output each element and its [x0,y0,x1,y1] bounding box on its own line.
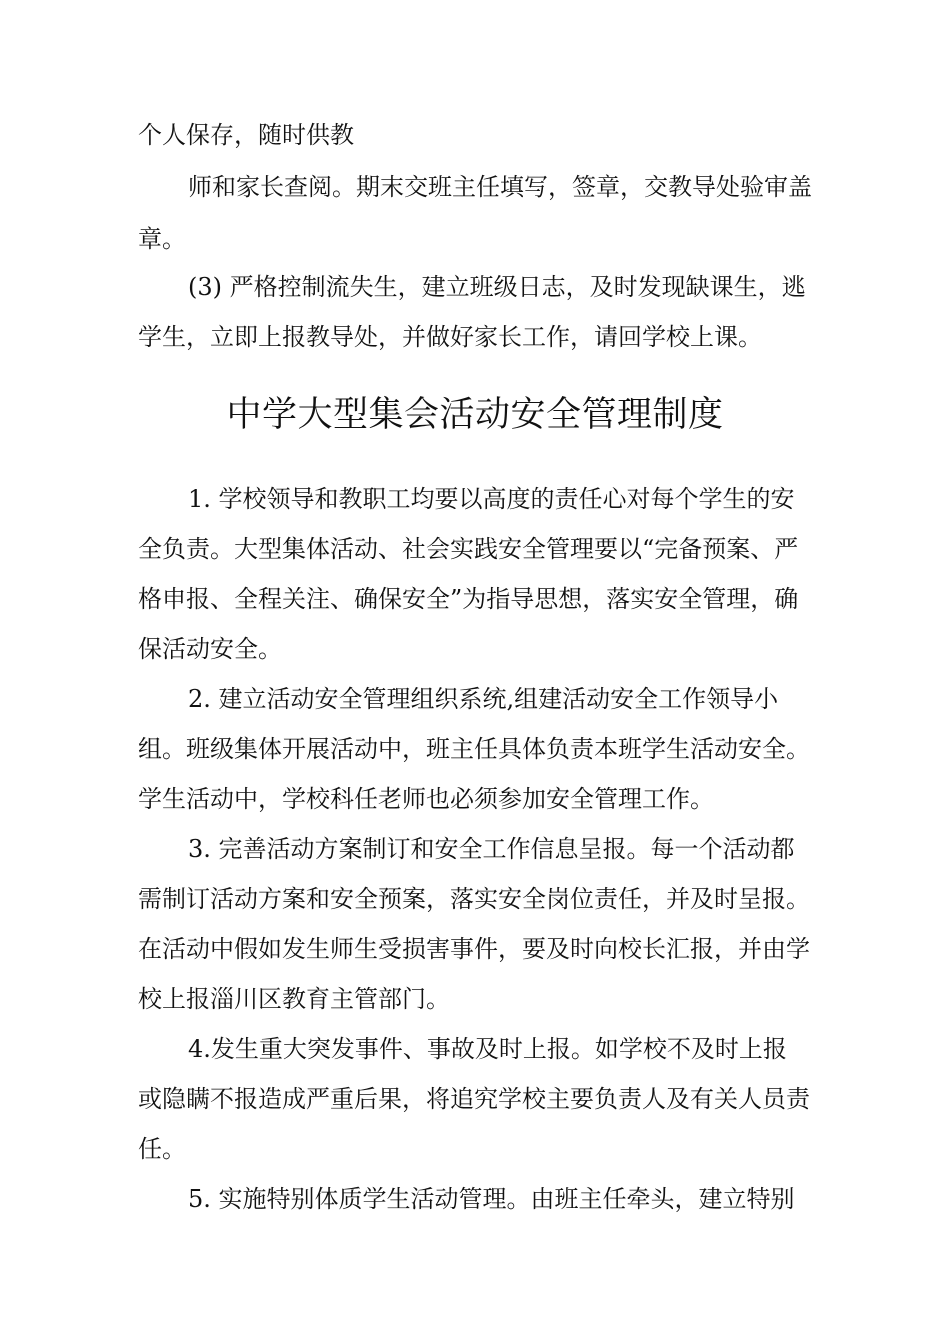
intro-line-2: 师和家长查阅。期末交班主任填写，签章，交教导处验审盖 [188,173,812,201]
item-1-line-4: 保活动安全。 [138,635,282,663]
item-3-line-2: 需制订活动方案和安全预案，落实安全岗位责任，并及时呈报。 [138,885,810,913]
item-2-line-3: 学生活动中，学校科任老师也必须参加安全管理工作。 [138,785,714,813]
item-3-line-4: 校上报淄川区教育主管部门。 [138,985,450,1013]
item-4-line-3: 任。 [138,1135,186,1163]
item-3-line-1: 3. 完善活动方案制订和安全工作信息呈报。每一个活动都 [188,835,795,863]
intro-line-4: (3) 严格控制流失生，建立班级日志，及时发现缺课生，逃 [188,273,806,301]
item-1-line-3: 格申报、全程关注、确保安全”为指导思想，落实安全管理，确 [138,585,799,613]
item-2-line-2: 组。班级集体开展活动中，班主任具体负责本班学生活动安全。 [138,735,810,763]
item-1-line-2: 全负责。大型集体活动、社会实践安全管理要以“完备预案、严 [138,535,799,563]
intro-line-1: 个人保存，随时供教 [138,121,354,149]
item-4-line-1: 4.发生重大突发事件、事故及时上报。如学校不及时上报 [188,1035,787,1063]
intro-line-5: 学生，立即上报教导处，并做好家长工作，请回学校上课。 [138,323,762,351]
item-5-line-1: 5. 实施特别体质学生活动管理。由班主任牵头，建立特别 [188,1185,795,1213]
page-title: 中学大型集会活动安全管理制度 [226,395,724,435]
item-2-line-1: 2. 建立活动安全管理组织系统,组建活动安全工作领导小 [188,685,779,713]
intro-line-3: 章。 [138,225,186,253]
item-1-line-1: 1. 学校领导和教职工均要以高度的责任心对每个学生的安 [188,485,795,513]
item-3-line-3: 在活动中假如发生师生受损害事件，要及时向校长汇报，并由学 [138,935,810,963]
item-4-line-2: 或隐瞒不报造成严重后果，将追究学校主要负责人及有关人员责 [138,1085,810,1113]
